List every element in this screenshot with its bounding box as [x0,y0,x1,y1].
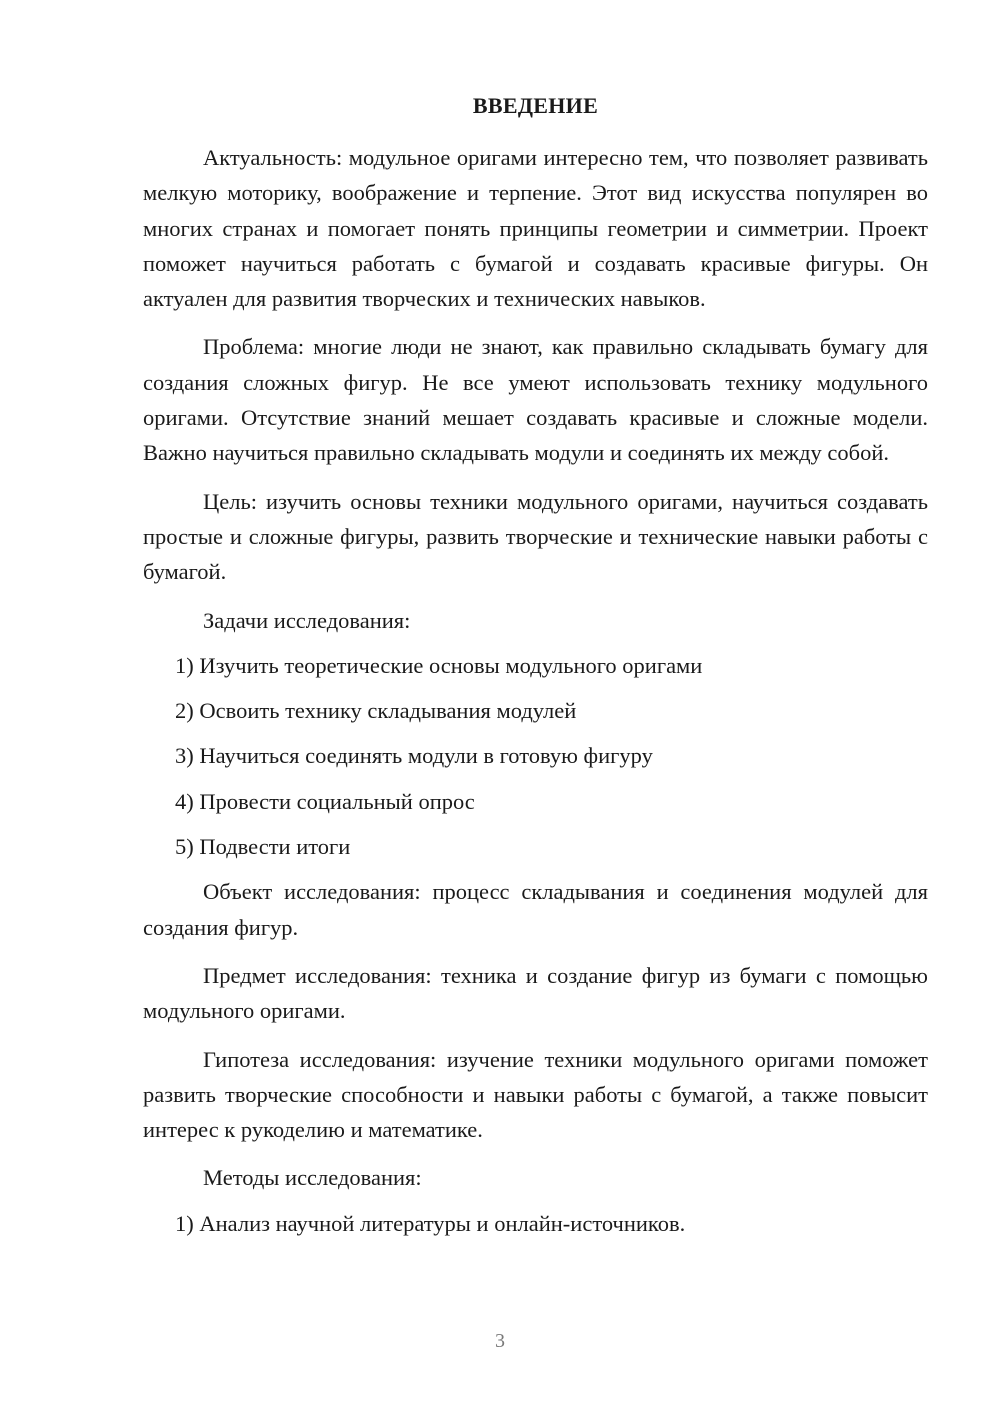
list-item: 4) Провести социальный опрос [175,788,475,814]
goal-paragraph: Цель: изучить основы техники модульного оригами, научиться создавать простые и сложные фигуры, развить творческие и технические навыки работы с бумагой. [143,488,928,585]
list-item: 5) Подвести итоги [175,834,351,860]
list-item: 1) Изучить теоретические основы модульного оригами [175,652,703,678]
methods-heading: Методы исследования: [203,1165,422,1191]
object-paragraph: Объект исследования: процесс складывания и соединения модулей для создания фигур. [143,879,928,940]
list-item: 1) Анализ научной литературы и онлайн-источников. [175,1210,686,1236]
relevance-paragraph: Актуальность: модульное оригами интересно тем, что позволяет развивать мелкую моторику, воображение и терпение. Этот вид искусства популярен во многих странах и помогает понять принципы геометрии и симметрии. Проект поможет научиться работать с бумагой и создавать красивые фигуры. Он актуален для развития творческих и технических навыков. [143,145,928,312]
subject-paragraph: Предмет исследования: техника и создание фигур из бумаги с помощью модульного оригами. [143,962,928,1024]
hypothesis-paragraph: Гипотеза исследования: изучение техники модульного оригами поможет развить творческие способности и навыки работы с бумагой, а также повысит интерес к рукоделию и математике. [143,1046,928,1143]
page-number: 3 [495,1330,505,1352]
document-page [143,92,928,1251]
problem-paragraph: Проблема: многие люди не знают, как правильно складывать бумагу для создания сложных фигур. Не все умеют использовать технику модульного оригами. Отсутствие знаний мешает создавать красивые и сложные модели. Важно научиться правильно складывать модули и соединять их между собой. [143,334,928,466]
tasks-heading: Задачи исследования: [203,607,411,633]
list-item: 3) Научиться соединять модули в готовую фигуру [175,743,653,769]
page-title: ВВЕДЕНИЕ [472,93,599,118]
list-item: 2) Освоить технику складывания модулей [175,698,577,724]
